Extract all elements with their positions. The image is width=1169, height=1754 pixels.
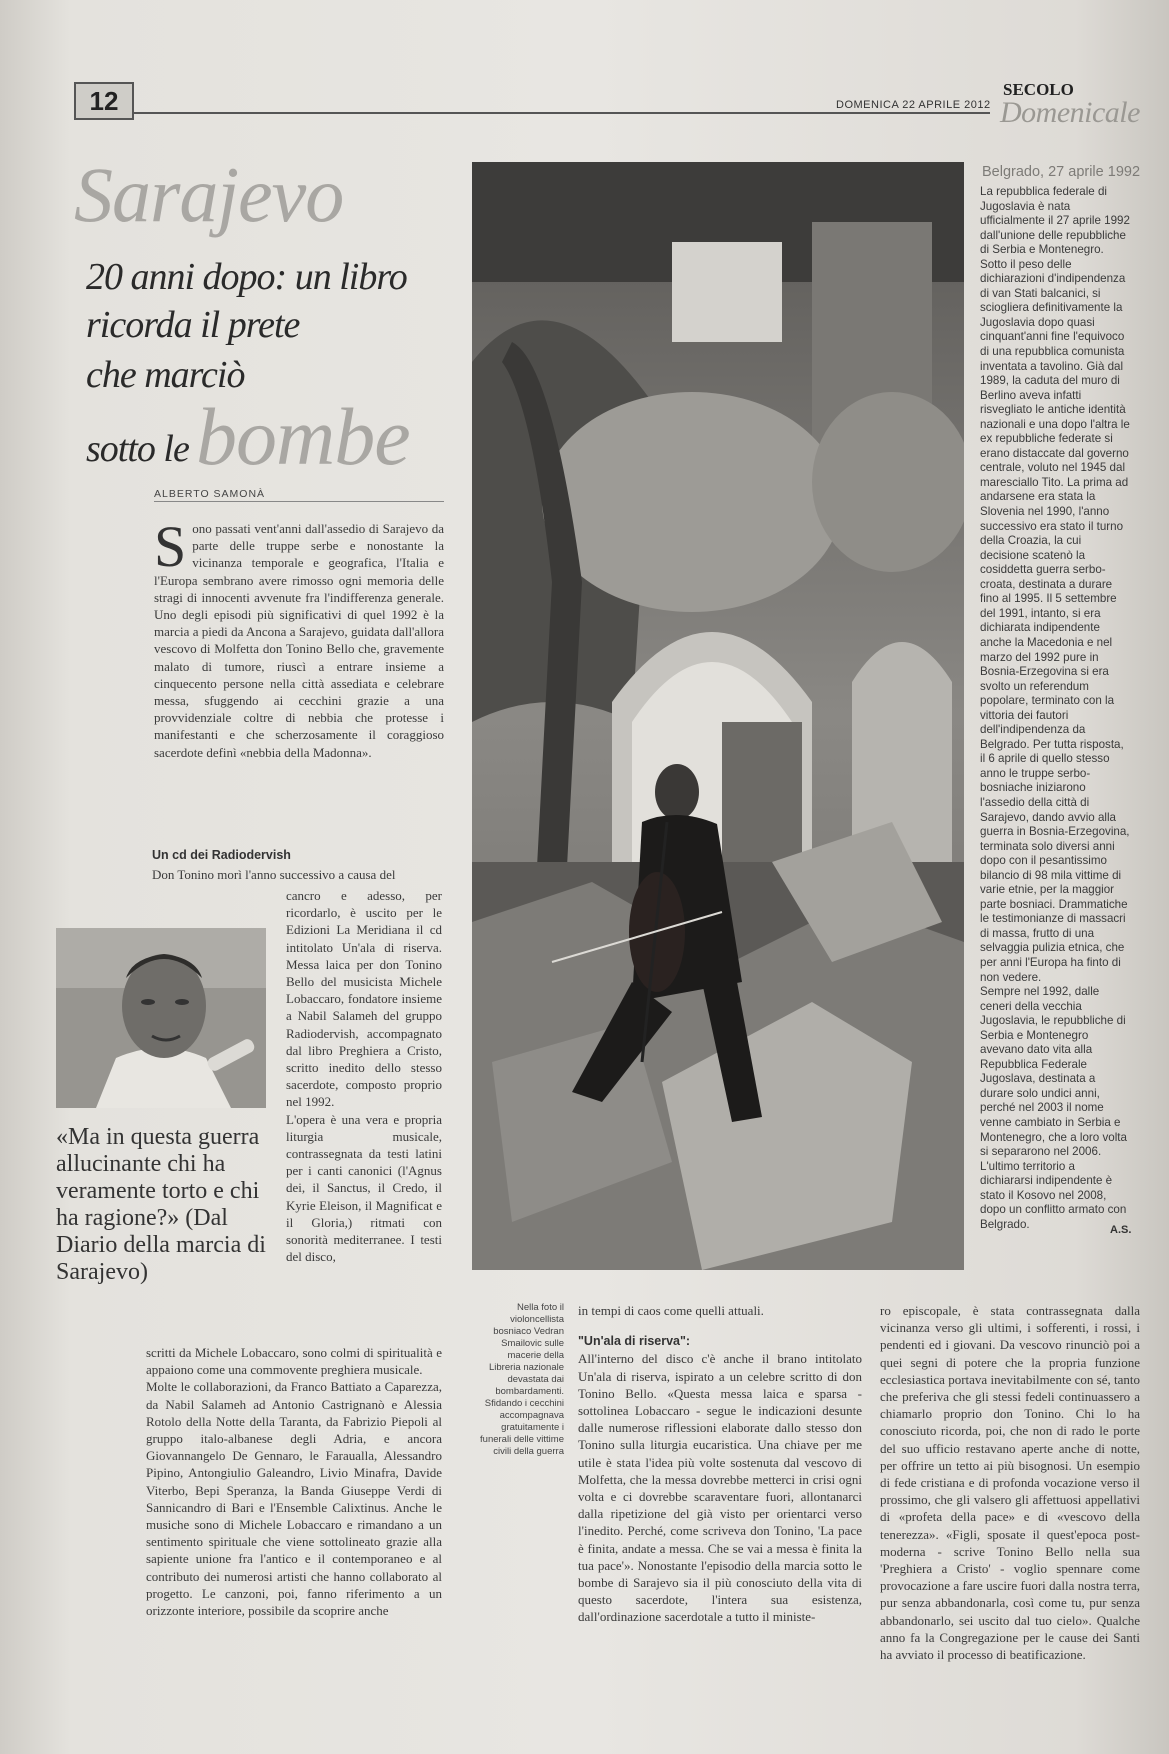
column-five: ro episcopale, è stata contrassegnata dalla vicinanza verso gli ultimi, i sofferenti, i rossi, i pendenti ed i giovani. Da vescovo rinunciò poi a quei segni di potere che la propria funzione ecclesiastica portava inevitabilmente con sé, tanto che preferiva che gli stessi fedeli continuassero a chiamarlo proprio don Tonino. Chi lo ha conosciuto ricorda, poi, che non di rado le porte del suo ufficio restavano aperte anche di notte, per offrire un tetto ai più bisognosi. Un esempio di fede cristiana e di profonda vocazione verso il prossimo, che gli valsero gli affettuosi appellativi di «profeta della pace» e di «vescovo della tenerezza». «Figli, sposate il quest'epoca post-moderna - scrive Tonino Bello nella sua 'Preghiera a Cristo' - voglio spennare come provocazione a fare uscire fuori dalla nostra terra, pur senza abbandonarla, così come tu, pur senza abbandonarlo, sei uscito dal tuo cielo». Qualche anno fa la Congregazione per le cause dei Santi ha avviato il processo di beatificazione. xyxy=(880,1303,1140,1663)
brand-logo-top: SECOLO xyxy=(1003,80,1074,99)
subtitle-line-4: sotto le xyxy=(86,428,189,470)
header-rule xyxy=(132,112,990,114)
section-text-wide: scritti da Michele Lobaccaro, sono colmi di spiritualità e appaiono come una commovente preghiera musicale. Molte le collaborazioni, da Franco Battiato a Caparezza, da Nabil Salameh ad Antonio Castrignanò e Alessia Rotolo della Notte della Taranta, da Fabrizio Piepoli al gruppo italo-albanese degli Adria, e ancora Giovannangelo De Gennaro, le Faraualla, Alessandro Pipino, Antongiulio Galeandro, Livio Minafra, Davide Viterbo, Bepi Speranza, la Banda Giuseppe Verdi di Sannicandro di Bari e l'Ensemble Calixtinus. Anche le musiche sono di Michele Lobaccaro e rimandano a un sentimento spirituale che viene sottolineato grazie alla sapiente unione fra l'antico e il contemporaneo e al contributo dei numerosi artisti che hanno collaborato al progetto. Le canzoni, poi, fanno riferimento a un orizzonte interiore, possibile da scoprire anche xyxy=(146,1345,442,1619)
portrait-photo xyxy=(56,928,266,1108)
brand-logo-bottom: Domenicale xyxy=(1000,96,1140,129)
subtitle-line-1: 20 anni dopo: un libro xyxy=(86,256,407,298)
section-heading-ala-di-riserva: "Un'ala di riserva": xyxy=(578,1334,691,1349)
photo-caption: Nella foto il violoncellista bosniaco Vedran Smailovic sulle macerie della Libreria nazionale devastata dai bombardamenti. Sfidando i cecchini accompagnava gratuitamente i funerali delle vittime civili della guerra xyxy=(480,1302,564,1457)
section-text-narrow: cancro e adesso, per ricordarlo, è uscito per le Edizioni La Meridiana il cd intitolato Un'ala di riserva. Messa laica per don Tonino Bello del musicista Michele Lobaccaro, fondatore insieme a Nabil Salameh del gruppo Radiodervish, accompagnato dal libro Preghiera a Cristo, scritto inedito dello stesso sacerdote, composto proprio nel 1992. L'opera è una vera e propria liturgia musicale, contrassegnata da testi latini per i canti canonici (l'Agnus dei, il Sanctus, il Credo, il Kyrie Eleison, il Magnificat e il Gloria,) ritmati con sonorità mediterranee. I testi del disco, xyxy=(286,888,442,1265)
byline: ALBERTO SAMONÀ xyxy=(154,488,266,500)
drop-cap: S xyxy=(154,514,187,579)
section-text-line: Don Tonino morì l'anno successivo a causa del xyxy=(152,867,396,882)
subtitle-line-3: che marciò xyxy=(86,354,245,396)
section-heading-radiodervish: Un cd dei Radiodervish xyxy=(152,848,291,862)
sidebar-text: La repubblica federale di Jugoslavia è nata ufficialmente il 27 aprile 1992 dall'unione delle repubbliche di Serbia e Montenegro. Sotto il peso delle dichiarazioni d'indipendenza di van Stati balcanici, si sciogliera definitivamente la Jugoslavia dopo quasi cinquant'anni fine l'equivoco di una repubblica comunista inventata a tavolino. Già dal 1989, la caduta del muro di Berlino aveva infatti risvegliato le antiche identità nazionali e una dopo l'altra le ex repubbliche federate si erano distaccate dal governo centrale, voluto nel 1945 dal maresciallo Tito. La prima ad andarsene era stata la Slovenia nel 1990, l'anno successivo era stato il turno della Croazia, la cui decisione scatenò la cosiddetta guerra serbo-croata, destinata a durare fino al 1995. Il 5 settembre del 1991, intanto, si era dichiarata indipendente anche la Macedonia e nel marzo del 1992 pure in Bosnia-Erzegovina si era svolto un referendum popolare, terminato con la vittoria dei fautori dell'indipendenza da Belgrado. Per tutta risposta, il 6 aprile di quello stesso anno le truppe serbo-bosniache iniziarono l'assedio della città di Sarajevo, dando avvio alla guerra in Bosnia-Erzegovina, terminata solo diversi anni dopo con il pesantissimo bilancio di 98 mila vittime di varie etnie, per la maggior parte bosniaci. Drammatiche le testimonianze di massacri di massa, frutto di una selvaggia pulizia etnica, che per anni l'Europa ha finto di non vedere. Sempre nel 1992, dalle ceneri della vecchia Jugoslavia, le repubbliche di Serbia e Montenegro avevano dato vita alla Repubblica Federale Jugoslava, destinata a durare solo undici anni, perché nel 2003 il nome venne cambiato in Serbia e Montenegro, che a loro volta si separarono nel 2006. L'ultimo territorio a dichiararsi indipendente è stato il Kosovo nel 2008, dopo un conflitto armato con Belgrado. xyxy=(980,185,1130,1231)
lead-paragraph: Sono passati vent'anni dall'assedio di Sarajevo da parte delle truppe serbe e nonostante la vicinanza temporale e geografica, l'Italia e l'Europa sembrano avere rimosso ogni memoria delle stragi di innocenti avvenute fra l'indifferenza generale. Uno degli episodi più significativi di quel 1992 è la marcia a piedi da Ancona a Sarajevo, guidata dall'allora vescovo di Molfetta don Tonino Bello che, gravemente malato di tumore, riuscì a entrare insieme a cinquecento persone nella città assediata e celebrare messa, sfuggendo ai cecchini grazie a una provvidenziale coltre di nebbia che protesse i manifestanti e che scherzosamente il coraggioso sacerdote definì «nebbia della Madonna». xyxy=(154,514,444,760)
column-four: in tempi di caos come quelli attuali. "Un'ala di riserva": All'interno del disco c'è anche il brano intitolato Un'ala di riserva, ispirato a un celebre scritto di don Tonino Bello. «Questa messa laica e sparsa - sottolinea Lobaccaro - segue le indicazioni desunte dalle numerose riflessioni elaborate dallo stesso don Tonino sulla liturgia eucaristica. Una chiave per me utile è stata l'idea più volte sostenuta dal vescovo di Molfetta, che la messa dovrebbe metterci in crisi ogni volta e ci dovrebbe scaraventare fuori, allontanarci dalla ripetizione del già visto per orientarci verso l'inedito. Perché, come scriveva don Tonino, 'La pace è finita, andate a messa. Che se vai a messa è finita la tua pace'». Nonostante l'episodio della marcia sotto le bombe di Sarajevo sia il più conosciuto della vita di questo sacerdote, l'intera sua esistenza, dall'ordinazione sacerdotale a tutto il ministe- xyxy=(578,1303,862,1625)
sidebar-signature: A.S. xyxy=(1110,1224,1132,1236)
subtitle-line-2: ricorda il prete xyxy=(86,304,300,346)
cellist-ruins-photo xyxy=(472,162,964,1270)
pull-quote: «Ma in questa guerra allucinante chi ha veramente torto e chi ha ragione?» (Dal Diario della marcia di Sarajevo) xyxy=(56,1124,266,1285)
byline-rule xyxy=(154,501,444,502)
article-title: Sarajevo xyxy=(74,151,344,238)
subtitle-big-word: bombe xyxy=(196,391,410,482)
page-number: 12 xyxy=(74,82,134,120)
sidebar-title: Belgrado, 27 aprile 1992 xyxy=(982,164,1141,180)
dateline: DOMENICA 22 APRILE 2012 xyxy=(836,99,991,111)
